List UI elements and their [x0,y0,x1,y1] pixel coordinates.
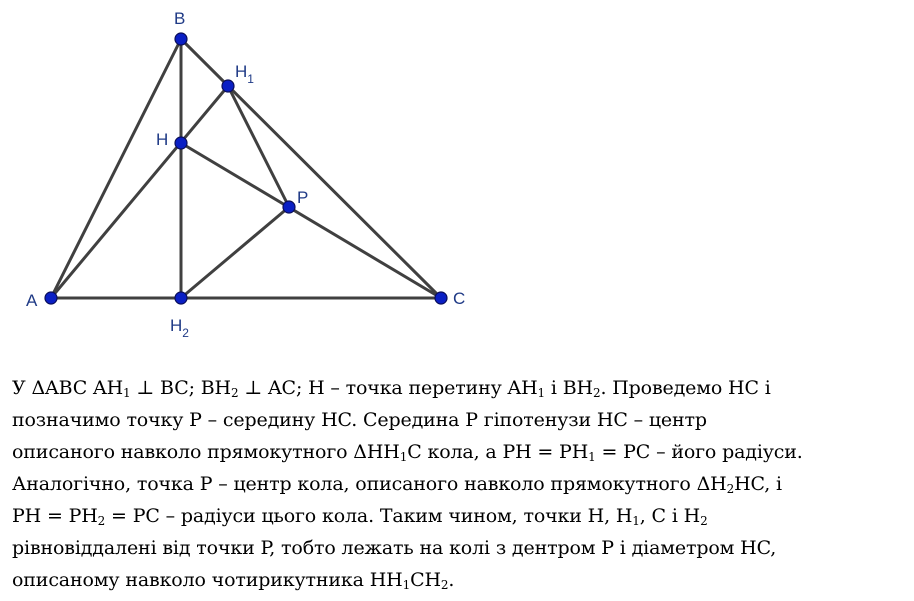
point-H1 [222,80,234,92]
text-line-2: позначимо точку P – середину HC. Середина P гіпотенузи HC – центр [12,409,707,431]
point-label-sub-H1: 1 [247,72,254,86]
point-label-sub-H2: 2 [182,326,189,340]
text-line-3: описаного навколо прямокутного $\Delta HH_1C$ кола, а PH = $PH_1$ = PC – його радіуси. [12,441,803,464]
point-label-H2: $H_2$ [170,316,189,340]
point-label-A: A [26,291,38,310]
point-B [175,33,187,45]
point-labels [26,9,465,340]
text-line-6: рівновіддалені від точки P, тобто лежать на колі з дентром P і діаметром HC, [12,537,777,559]
segment-H2-P [181,207,289,298]
point-label-C: C [453,289,466,308]
point-H [175,137,187,149]
text-line-1: У ΔABC $AH_1$ ⊥ BC; $BH_2$ ⊥ AC; H – точка перетину $AH_1$ і $BH_2$. Проведемо HC і [12,377,771,400]
segment-H-C [181,143,441,298]
point-H2 [175,292,187,304]
point-A [45,292,57,304]
text-line-7: описаному навколо чотирикутника $HH_1CH_2$. [12,569,455,592]
point-C [435,292,447,304]
segment-A-B [51,39,181,298]
point-label-B: B [174,9,186,28]
point-label-H1: $H_1$ [235,62,254,86]
explanation-text [12,372,912,596]
segment-A-H1 [51,86,228,298]
point-label-H: H [156,130,169,149]
segment-B-C [181,39,441,298]
point-label-P: P [297,188,309,207]
point-P [283,201,295,213]
text-line-5: PH = $PH_2$ = PC – радіуси цього кола. Таким чином, точки H, $H_1$, C і $H_2$ [12,505,708,528]
text-line-4: Аналогічно, точка P – центр кола, описаного навколо прямокутного $\Delta H_2HC$, і [12,473,782,496]
